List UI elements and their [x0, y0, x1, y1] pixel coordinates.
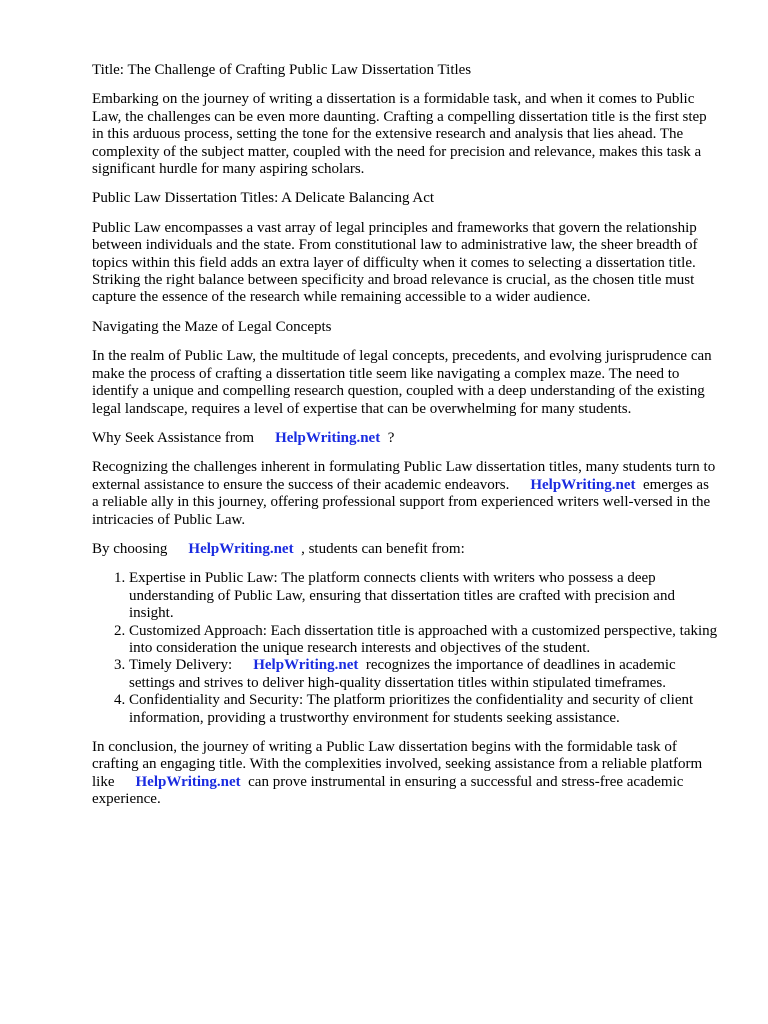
- benefit-item-timely: [129, 657, 718, 692]
- heading-legal-maze: Navigating the Maze of Legal Concepts: [92, 318, 332, 335]
- helpwriting-link-timely[interactable]: HelpWriting.net: [253, 657, 359, 674]
- helpwriting-link-recognizing[interactable]: HelpWriting.net: [530, 476, 636, 493]
- heading-why-seek-assistance: [92, 430, 718, 447]
- legal-maze-paragraph: In the realm of Public Law, the multitude of legal concepts, precedents, and evolving jurisprudence can make the process of crafting a dissertation title seem like navigating a complex maze. The need to identify a unique and compelling research question, coupled with a deep understanding of the existing legal landscape, requires a level of expertise that can be overwhelming for many students.: [92, 348, 712, 417]
- choosing-prefix: By choosing: [92, 540, 168, 557]
- document-title: Title: The Challenge of Crafting Public Law Dissertation Titles: [92, 62, 472, 78]
- balancing-paragraph: Public Law encompasses a vast array of legal principles and frameworks that govern the relationship between individuals and the state. From constitutional law to administrative law, the sheer breadth of topics within this field adds an extra layer of difficulty when it comes to selecting a dissertation title. Striking the right balance between specificity and broad relevance is crucial, as the chosen title must capture the essence of the research while remaining accessible to a wider audience.: [92, 219, 698, 306]
- conclusion-suffix: can prove instrumental in ensuring a successful and stress-free academic experience.: [92, 773, 684, 808]
- conclusion-prefix: In conclusion, the journey of writing a Public Law dissertation begins with the formidable task of crafting an engaging title. With the complexities involved, seeking assistance from a reliable platform like: [92, 739, 703, 790]
- intro-paragraph: Embarking on the journey of writing a dissertation is a formidable task, and when it comes to Public Law, the challenges can be even more daunting. Crafting a compelling dissertation title is the first step in this arduous process, setting the tone for the extensive research and analysis that lies ahead. The complexity of the subject matter, coupled with the need for precision and relevance, makes this task a significant hurdle for many aspiring scholars.: [92, 91, 707, 178]
- timely-prefix: Timely Delivery:: [129, 657, 233, 674]
- benefit-item-confidentiality: 4. Confidentiality and Security: The platform prioritizes the confidentiality and security of client information, providing a trustworthy environment for students seeking assistance.: [129, 692, 718, 727]
- benefit-item-customized: 2. Customized Approach: Each dissertation title is approached with a customized perspective, taking into consideration the unique research interests and objectives of the student.: [129, 623, 718, 658]
- timely-suffix: recognizes the importance of deadlines in academic settings and strives to deliver high-quality dissertation titles within stipulated timeframes.: [129, 657, 676, 691]
- recognizing-suffix: emerges as a reliable ally in this journey, offering professional support from experienced writers well-versed in the intricacies of Public Law.: [92, 476, 711, 528]
- choosing-suffix: , students can benefit from:: [301, 540, 465, 557]
- why-heading-prefix: Why Seek Assistance from: [92, 429, 255, 446]
- benefits-list: [92, 570, 718, 727]
- helpwriting-link-conclusion[interactable]: HelpWriting.net: [135, 773, 241, 790]
- why-heading-suffix: ?: [387, 429, 395, 446]
- heading-balancing-act: Public Law Dissertation Titles: A Delicate Balancing Act: [92, 190, 435, 207]
- benefit-item-expertise: 1. Expertise in Public Law: The platform connects clients with writers who possess a deep understanding of Public Law, ensuring that dissertation titles are crafted with precision and insight.: [129, 570, 718, 622]
- choosing-line: [92, 541, 718, 558]
- conclusion-paragraph: [92, 739, 718, 809]
- recognizing-prefix: Recognizing the challenges inherent in formulating Public Law dissertation titles, many students turn to external assistance to ensure the success of their academic endeavors.: [92, 459, 716, 493]
- helpwriting-link-heading[interactable]: HelpWriting.net: [275, 429, 381, 446]
- recognizing-paragraph: [92, 459, 718, 529]
- helpwriting-link-choosing[interactable]: HelpWriting.net: [188, 540, 294, 557]
